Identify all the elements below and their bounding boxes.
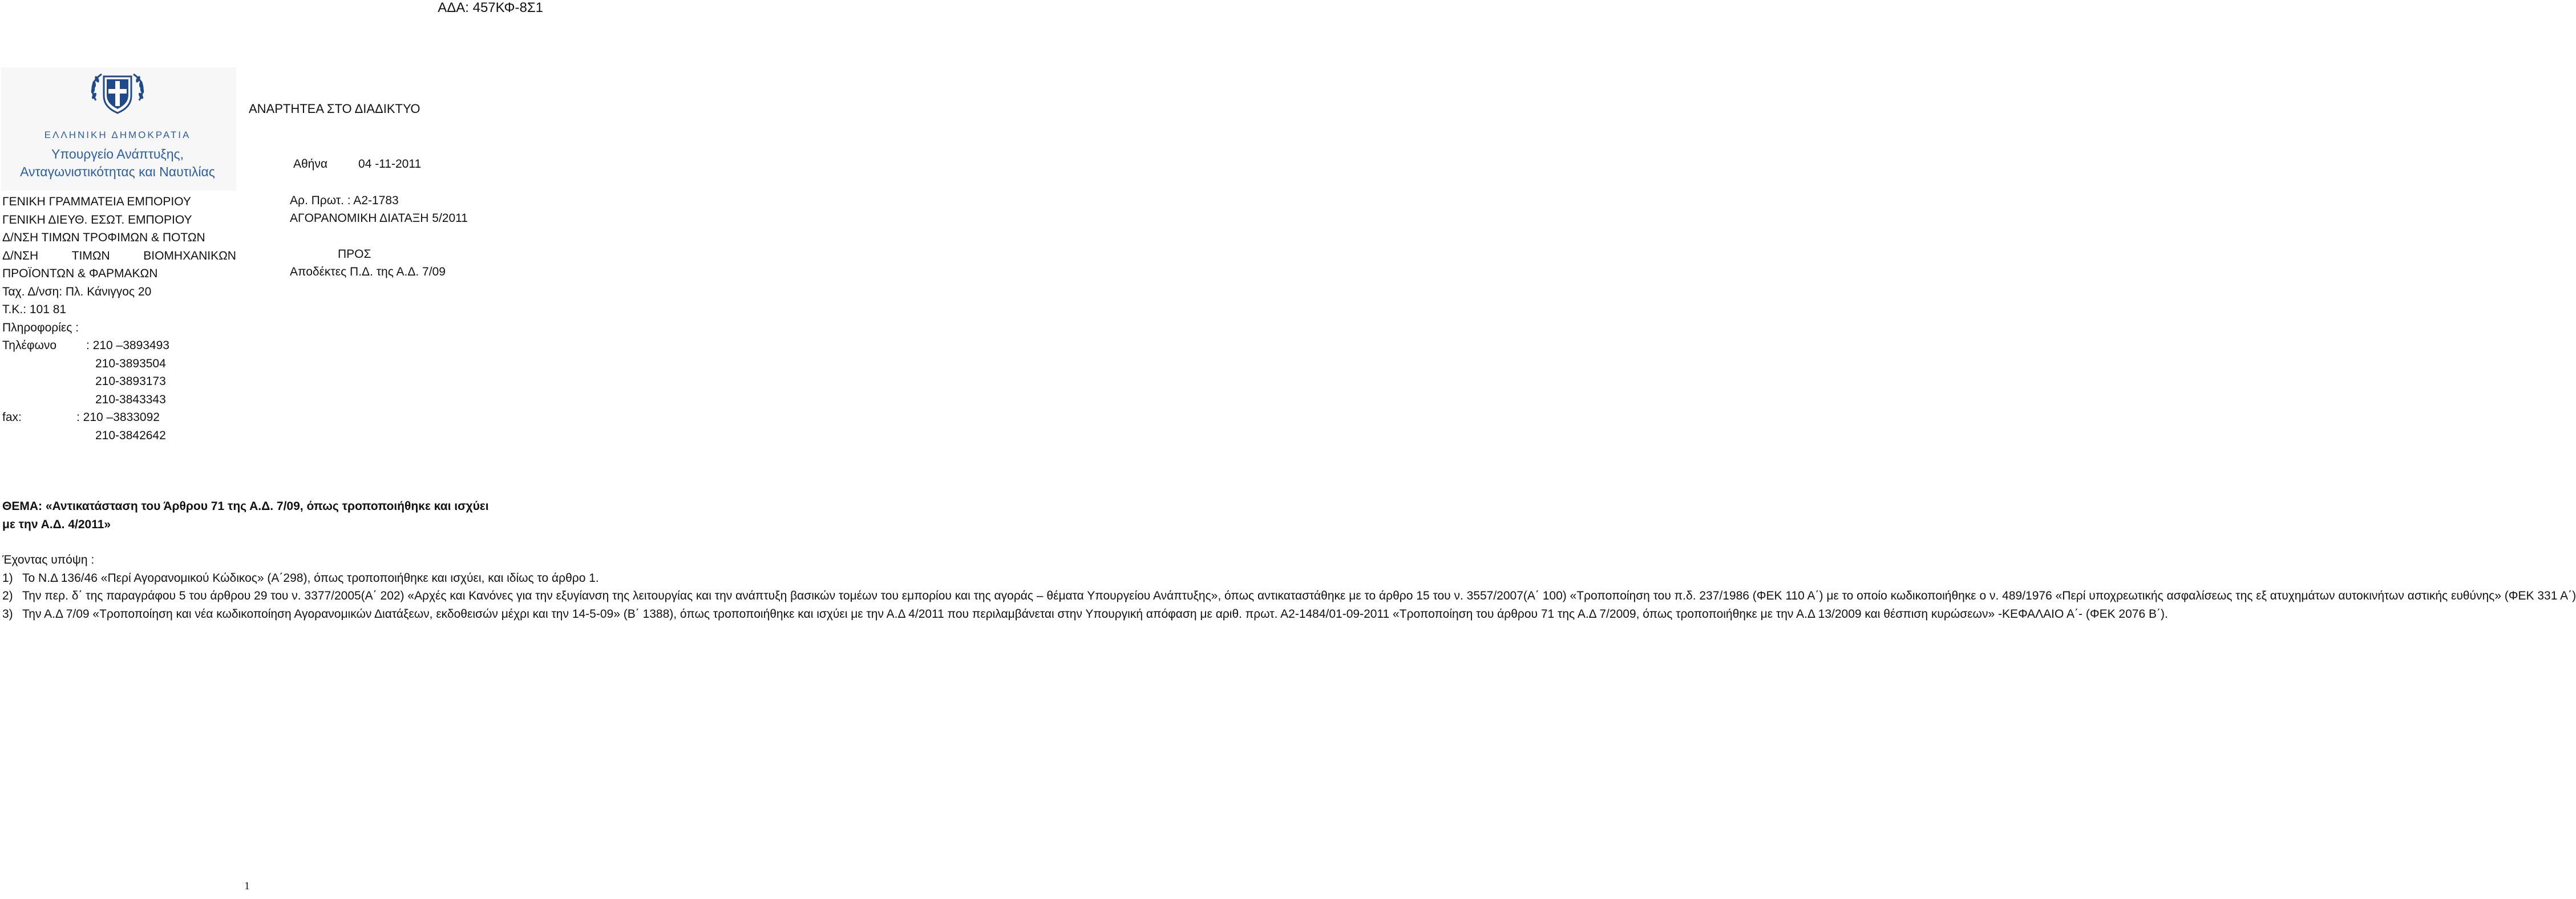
item-number: 3) [2,607,13,621]
recipients: Αποδέκτες Π.Δ. της Α.Δ. 7/09 [290,265,446,278]
sender-line4-word: ΤΙΜΩΝ [71,249,110,262]
sender-line-food-directorate: Δ/ΝΣΗ ΤΙΜΩΝ ΤΡΟΦΙΜΩΝ & ΠΟΤΩΝ [2,231,205,244]
item-text: Την Α.Δ 7/09 «Τροποποίηση και νέα κωδικοποίηση Αγορανομικών Διατάξεων, εκδοθεισών μέχρι και την 14-5-09» (Β΄ 1388), όπως τροποποιήθηκε και ισχύει με την Α.Δ 4/2011 που περιλαμβάνεται στην Υπουργική απόφαση με αριθ. πρωτ. Α2-1484/01-09-2011 «Τροποποίηση του άρθρου 71 της Α.Δ 7/2009, όπως τροποποιήθηκε με την Α.Δ 13/2009 και θέσπιση κυρώσεων» -ΚΕΦΑΛΑΙΟ Α΄- (ΦΕΚ 2076 Β΄). [22,607,2168,621]
logo-country: ΕΛΛΗΝΙΚΗ ΔΗΜΟΚΡΑΤΙΑ [44,129,191,140]
sender-postal-code: Τ.Κ.: 101 81 [2,303,67,316]
item-number: 1) [2,571,13,585]
phone-row [2,337,236,355]
phone-number: 210-3893504 [95,357,166,370]
document-date: 04 -11-2011 [358,157,422,171]
logo-ministry-line2: Ανταγωνιστικότητας και Ναυτιλίας [20,164,215,179]
fax-number: 210-3842642 [95,428,166,442]
order-title: ΑΓΟΡΑΝΟΜΙΚΗ ΔΙΑΤΑΞΗ 5/2011 [290,212,468,225]
city: Αθήνα [293,157,328,171]
header-right-block [290,155,468,281]
fax-number: : 210 –3833092 [76,411,160,424]
sender-line-general-directorate: ΓΕΝΙΚΗ ΔΙΕΥΘ. ΕΣΩΤ. ΕΜΠΟΡΙΟΥ [2,213,192,226]
phone-row [2,372,236,391]
ministry-logo [1,67,236,191]
sender-line-products: ΠΡΟΪΟΝΤΩΝ & ΦΑΡΜΑΚΩΝ [2,267,158,280]
protocol-number: Αρ. Πρωτ. : Α2-1783 [290,193,399,207]
item-text: Το Ν.Δ 136/46 «Περί Αγορανομικού Κώδικος» (Α΄298), όπως τροποποιήθηκε και ισχύει, και ιδίως το άρθρο 1. [22,571,599,585]
place-date-row [290,155,468,173]
item-number: 2) [2,589,13,602]
page-number: 1 [244,880,250,892]
sender-block [2,193,236,444]
item-text: Την περ. δ΄ της παραγράφου 5 του άρθρου 29 του ν. 3377/2005(Α΄ 202) «Αρχές και Κανόνες για την εξυγίανση της λειτουργίας και την ανάπτυξη βασικών τομέων του εμπορίου και της αγοράς – θέματα Υπουργείου Ανάπτυξης», όπως αντικαταστάθηκε με το άρθρο 15 του ν. 3557/2007(Α΄ 100) «Τροποποίηση του π.δ. 237/1986 (ΦΕΚ 110 Α΄) με το οποίο κωδικοποιήθηκε ο ν. 489/1976 «Περί υποχρεωτικής ασφαλίσεως της εξ ατυχημάτων αυτοκινήτων αστικής ευθύνης» (ΦΕΚ 331 Α΄) [22,589,2576,602]
coat-of-arms-icon [91,74,145,113]
sender-line4-word: ΒΙΟΜΗΧΑΝΙΚΩΝ [143,249,236,262]
considerations-block [2,551,2576,623]
fax-row [2,408,236,427]
considering-label: Έχοντας υπόψη : [2,553,95,566]
sender-line-industrial-directorate [2,247,236,265]
logo-ministry-line1: Υπουργείο Ανάπτυξης, [51,147,184,161]
subject-heading: ΘΕΜΑ: «Αντικατάσταση του Άρθρου 71 της Α.Δ. 7/09, όπως τροποποιήθηκε και ισχύει με την Α.Δ. 4/2011» [2,500,489,531]
ada-code: ΑΔΑ: 457ΚΦ-8Σ1 [438,0,543,15]
phone-row [2,355,236,373]
sender-line4-word: Δ/ΝΣΗ [2,249,39,262]
fax-row [2,427,236,445]
phone-number: 210-3843343 [95,392,166,406]
sender-info-label: Πληροφορίες : [2,321,79,334]
phone-label: Τηλέφωνο [2,339,57,352]
consideration-item [2,605,2168,623]
phone-row [2,391,236,409]
consideration-item [2,569,599,588]
fax-label: fax: [2,411,22,424]
phone-number: 210-3893173 [95,375,166,388]
sender-line-general-secretariat: ΓΕΝΙΚΗ ΓΡΑΜΜΑΤΕΙΑ ΕΜΠΟΡΙΟΥ [2,195,191,208]
to-label: ΠΡΟΣ [338,247,371,261]
sender-address: Ταχ. Δ/νση: Πλ. Κάνιγγος 20 [2,285,152,298]
consideration-item [2,587,2576,605]
phone-number: : 210 –3893493 [86,339,169,352]
posting-notice: ΑΝΑΡΤΗΤΕΑ ΣΤΟ ΔΙΑΔΙΚΤΥΟ [249,102,420,116]
